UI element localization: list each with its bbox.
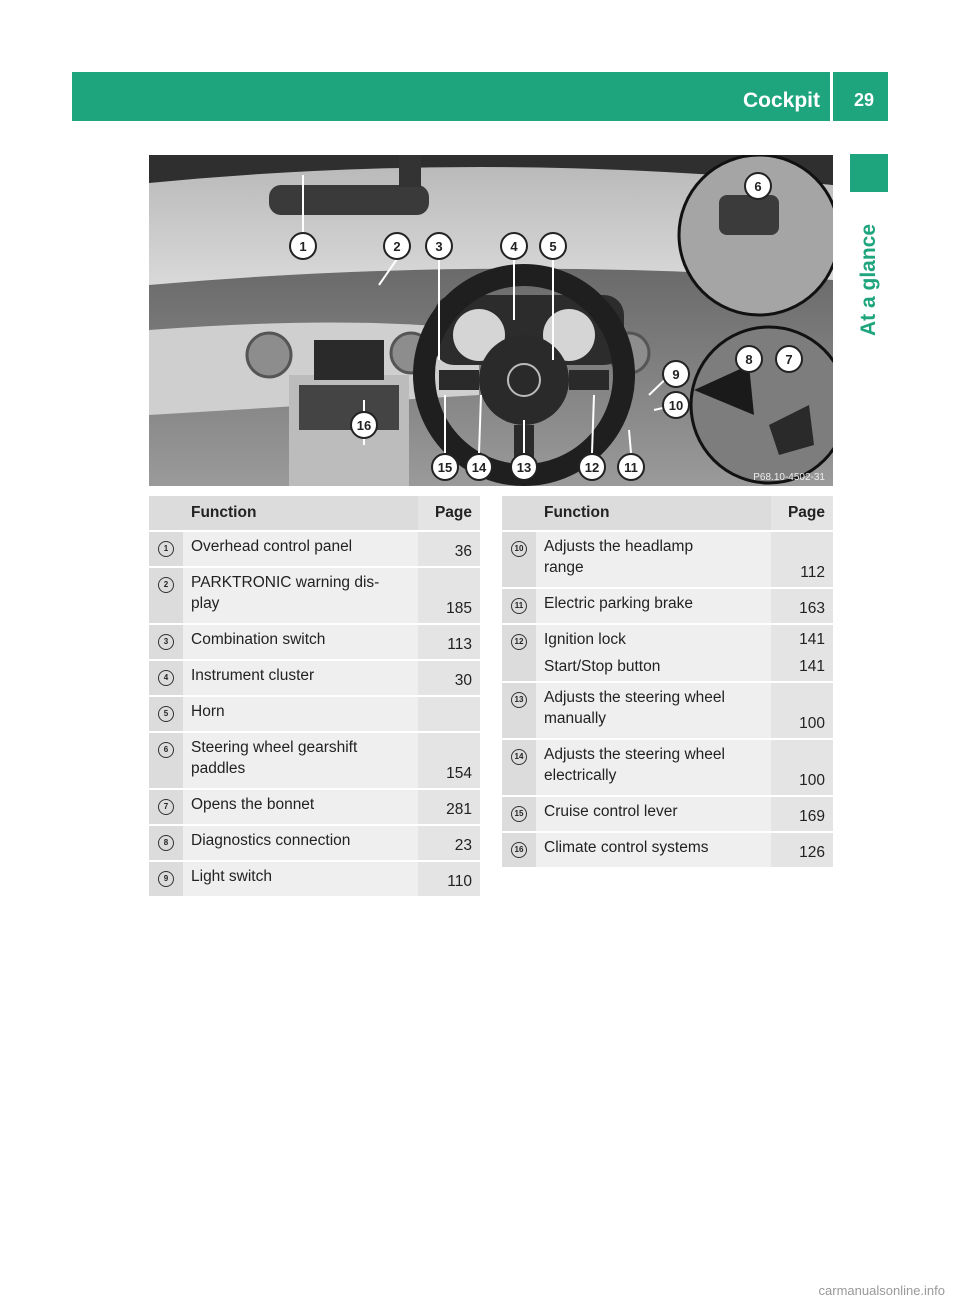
table-header-row bbox=[502, 496, 833, 531]
table-row bbox=[149, 789, 480, 825]
callout-7 bbox=[776, 346, 802, 372]
svg-text:12: 12 bbox=[584, 460, 600, 475]
function-label-cont: manually bbox=[544, 710, 607, 727]
callout-11 bbox=[618, 454, 644, 480]
page-ref: 141 bbox=[799, 631, 825, 648]
svg-text:11: 11 bbox=[624, 460, 638, 475]
cockpit-photo bbox=[149, 155, 833, 486]
table-row bbox=[149, 861, 480, 897]
table-row bbox=[502, 682, 833, 739]
table-row bbox=[502, 796, 833, 832]
callout-5 bbox=[540, 233, 566, 259]
item-number: 10 bbox=[511, 541, 527, 557]
header-function: Function bbox=[536, 496, 771, 531]
item-number: 1 bbox=[158, 541, 174, 557]
photo-code: P68.10-4502-31 bbox=[753, 472, 825, 483]
function-label: Steering wheel gearshift bbox=[191, 739, 358, 756]
function-label: Electric parking brake bbox=[544, 595, 694, 612]
table-row bbox=[502, 832, 833, 868]
function-label: Overhead control panel bbox=[191, 538, 353, 555]
table-row bbox=[149, 732, 480, 789]
callout-15 bbox=[432, 454, 458, 480]
callout-12 bbox=[579, 454, 605, 480]
item-number: 15 bbox=[511, 806, 527, 822]
item-number: 14 bbox=[511, 749, 527, 765]
section-title: Cockpit bbox=[742, 89, 820, 112]
svg-text:13: 13 bbox=[516, 460, 532, 475]
function-label: Diagnostics connection bbox=[191, 832, 351, 849]
function-label: PARKTRONIC warning dis- bbox=[191, 574, 380, 591]
page-ref: 169 bbox=[799, 808, 825, 825]
function-label-cont: range bbox=[544, 559, 584, 576]
page-ref: 126 bbox=[799, 844, 825, 861]
page-ref: 30 bbox=[454, 672, 472, 689]
function-label-b: Start/Stop button bbox=[544, 658, 661, 675]
function-label-cont: paddles bbox=[191, 760, 246, 777]
page-ref: 112 bbox=[800, 564, 825, 581]
table-row bbox=[149, 696, 480, 732]
function-label: Ignition lock bbox=[544, 631, 626, 648]
function-label: Climate control systems bbox=[544, 839, 709, 856]
table-row bbox=[149, 624, 480, 660]
page-ref: 281 bbox=[446, 801, 472, 818]
svg-text:8: 8 bbox=[745, 352, 753, 367]
item-number: 7 bbox=[158, 799, 174, 815]
svg-text:5: 5 bbox=[549, 239, 557, 254]
function-label: Opens the bonnet bbox=[191, 796, 315, 813]
item-number: 16 bbox=[511, 842, 527, 858]
item-number: 8 bbox=[158, 835, 174, 851]
svg-text:16: 16 bbox=[356, 418, 372, 433]
page-number: 29 bbox=[853, 90, 874, 110]
callout-9 bbox=[663, 361, 689, 387]
svg-text:2: 2 bbox=[393, 239, 401, 254]
watermark: carmanualsonline.info bbox=[818, 1283, 945, 1298]
page-ref: 113 bbox=[447, 636, 472, 653]
header-page: Page bbox=[771, 496, 833, 531]
function-label-cont: electrically bbox=[544, 767, 617, 784]
table-row bbox=[149, 531, 480, 567]
page-ref: 36 bbox=[454, 543, 472, 560]
svg-text:9: 9 bbox=[672, 367, 680, 382]
table-row bbox=[149, 567, 480, 624]
item-number: 13 bbox=[511, 692, 527, 708]
callout-1 bbox=[290, 233, 316, 259]
item-number: 12 bbox=[511, 634, 527, 650]
page-ref: 185 bbox=[446, 600, 472, 617]
callout-10 bbox=[663, 392, 689, 418]
item-number: 2 bbox=[158, 577, 174, 593]
header-num bbox=[502, 496, 536, 531]
function-label: Adjusts the steering wheel bbox=[544, 689, 725, 706]
table-header-row bbox=[149, 496, 480, 531]
svg-text:4: 4 bbox=[510, 239, 518, 254]
table-row bbox=[149, 660, 480, 696]
table-row bbox=[502, 624, 833, 682]
function-label: Adjusts the steering wheel bbox=[544, 746, 725, 763]
item-number: 11 bbox=[511, 598, 527, 614]
callout-4 bbox=[501, 233, 527, 259]
callout-14 bbox=[466, 454, 492, 480]
callout-8 bbox=[736, 346, 762, 372]
item-number: 4 bbox=[158, 670, 174, 686]
svg-text:6: 6 bbox=[754, 179, 762, 194]
callout-3 bbox=[426, 233, 452, 259]
table-row bbox=[502, 588, 833, 624]
page-ref: 110 bbox=[447, 873, 472, 890]
function-label: Cruise control lever bbox=[544, 803, 678, 820]
item-number: 6 bbox=[158, 742, 174, 758]
svg-text:1: 1 bbox=[299, 239, 307, 254]
page-ref: 23 bbox=[454, 837, 472, 854]
svg-text:10: 10 bbox=[668, 398, 684, 413]
svg-text:14: 14 bbox=[471, 460, 487, 475]
header-function: Function bbox=[183, 496, 418, 531]
function-table-left bbox=[149, 496, 480, 898]
page-ref: 163 bbox=[799, 600, 825, 617]
function-label: Horn bbox=[191, 703, 225, 720]
callout-6 bbox=[745, 173, 771, 199]
callout-16 bbox=[351, 412, 377, 438]
header-num bbox=[149, 496, 183, 531]
table-row bbox=[149, 825, 480, 861]
item-number: 5 bbox=[158, 706, 174, 722]
item-number: 3 bbox=[158, 634, 174, 650]
header-band bbox=[72, 72, 888, 121]
function-label: Adjusts the headlamp bbox=[544, 538, 694, 555]
header-page: Page bbox=[418, 496, 480, 531]
svg-text:3: 3 bbox=[435, 239, 443, 254]
function-table-right bbox=[502, 496, 833, 869]
side-tab-label: At a glance bbox=[857, 223, 880, 336]
side-tab-marker bbox=[850, 154, 888, 192]
table-row bbox=[502, 739, 833, 796]
page-ref: 100 bbox=[799, 772, 825, 789]
callout-2 bbox=[384, 233, 410, 259]
cockpit-illustration bbox=[149, 155, 833, 486]
svg-text:7: 7 bbox=[785, 352, 793, 367]
item-number: 9 bbox=[158, 871, 174, 887]
page-ref: 100 bbox=[799, 715, 825, 732]
function-label: Combination switch bbox=[191, 631, 326, 648]
svg-text:15: 15 bbox=[437, 460, 453, 475]
callout-13 bbox=[511, 454, 537, 480]
page-ref: 154 bbox=[446, 765, 472, 782]
header-divider bbox=[830, 72, 833, 121]
page-ref-b: 141 bbox=[799, 658, 825, 675]
table-row bbox=[502, 531, 833, 588]
function-label-cont: play bbox=[191, 595, 220, 612]
function-label: Instrument cluster bbox=[191, 667, 315, 684]
function-label: Light switch bbox=[191, 868, 272, 885]
